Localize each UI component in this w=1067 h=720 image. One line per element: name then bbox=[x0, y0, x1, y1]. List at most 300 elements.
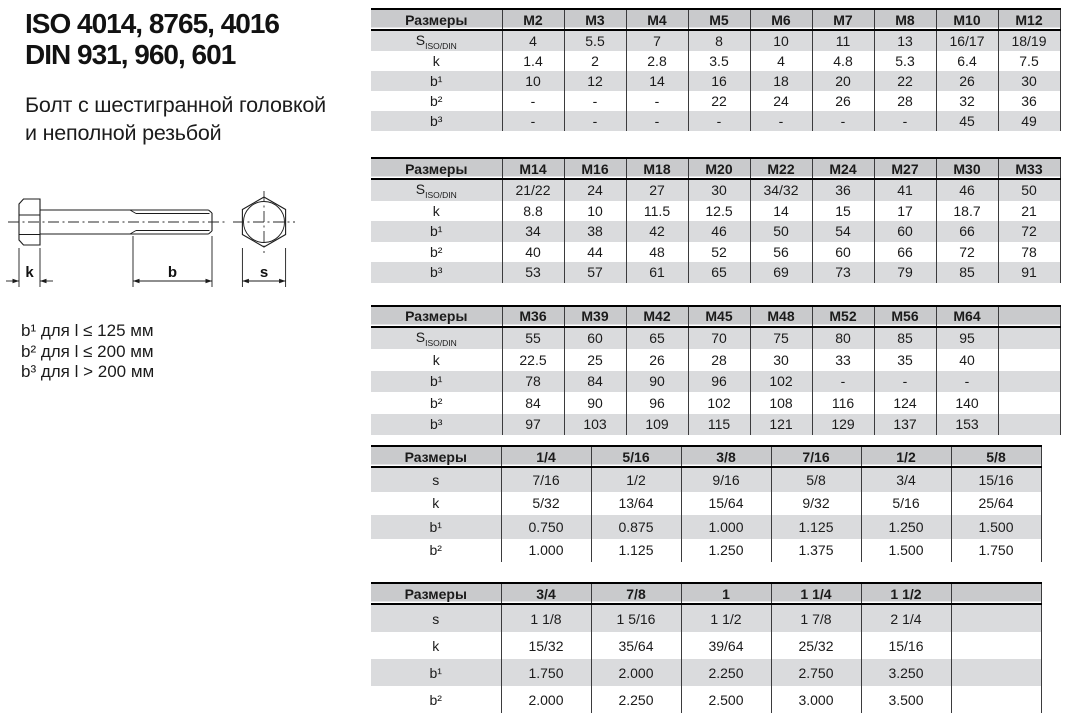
table-row bbox=[371, 686, 1041, 713]
value-cell: 1.375 bbox=[771, 539, 861, 563]
dimension-grid bbox=[371, 157, 1061, 283]
value-cell: 5/16 bbox=[861, 492, 951, 516]
value-cell: 75 bbox=[750, 327, 812, 350]
column-header: M3 bbox=[564, 9, 626, 30]
value-cell: 52 bbox=[688, 242, 750, 263]
empty-cell bbox=[998, 392, 1060, 414]
column-header: M52 bbox=[812, 306, 874, 327]
value-cell: 7/16 bbox=[501, 467, 591, 492]
row-label: k bbox=[432, 53, 440, 69]
table-row bbox=[371, 604, 1041, 632]
column-header: M14 bbox=[502, 158, 564, 179]
column-header: M5 bbox=[688, 9, 750, 30]
value-cell: - bbox=[564, 111, 626, 131]
value-cell: 9/16 bbox=[681, 467, 771, 492]
table-row bbox=[371, 179, 1060, 201]
value-cell: 140 bbox=[936, 392, 998, 414]
value-cell: 25/64 bbox=[951, 492, 1041, 516]
value-cell: 2.000 bbox=[591, 659, 681, 686]
value-cell: 13/64 bbox=[591, 492, 681, 516]
table-row bbox=[371, 539, 1041, 563]
column-header: M39 bbox=[564, 306, 626, 327]
table-metric-m14-m33 bbox=[371, 157, 1061, 283]
table-row bbox=[371, 221, 1060, 242]
value-cell: 1.125 bbox=[591, 539, 681, 563]
table-row bbox=[371, 262, 1060, 283]
value-cell: 57 bbox=[564, 262, 626, 283]
table-row bbox=[371, 349, 1060, 371]
table-row bbox=[371, 659, 1041, 686]
value-cell: 109 bbox=[626, 414, 688, 436]
title-iso-line: ISO 4014, 8765, 4016 bbox=[25, 8, 279, 39]
value-cell: 1 5/16 bbox=[591, 604, 681, 632]
empty-cell bbox=[998, 349, 1060, 371]
value-cell: 96 bbox=[626, 392, 688, 414]
bolt-hex-end-view bbox=[233, 191, 295, 253]
column-header: M2 bbox=[502, 9, 564, 30]
value-cell: 15/32 bbox=[501, 632, 591, 659]
row-label: b³ bbox=[430, 113, 443, 129]
value-cell: 1.250 bbox=[681, 539, 771, 563]
value-cell: 24 bbox=[564, 179, 626, 201]
dim-label-b: b bbox=[167, 264, 178, 281]
value-cell: 28 bbox=[874, 91, 936, 111]
title-din-line: DIN 931, 960, 601 bbox=[25, 39, 236, 70]
row-label: k bbox=[432, 202, 440, 219]
value-cell: 1.500 bbox=[951, 515, 1041, 539]
column-header: 5/16 bbox=[591, 446, 681, 467]
value-cell: 30 bbox=[998, 71, 1060, 91]
value-cell: 1.750 bbox=[951, 539, 1041, 563]
table-row bbox=[371, 201, 1060, 222]
column-header: M22 bbox=[750, 158, 812, 179]
value-cell: 4 bbox=[750, 51, 812, 71]
row-label: b² bbox=[430, 93, 443, 109]
value-cell: 1/2 bbox=[591, 467, 681, 492]
value-cell: 39/64 bbox=[681, 632, 771, 659]
value-cell: 21/22 bbox=[502, 179, 564, 201]
dimension-grid bbox=[371, 8, 1061, 131]
table-row bbox=[371, 414, 1060, 436]
value-cell: 48 bbox=[626, 242, 688, 263]
empty-cell bbox=[951, 659, 1041, 686]
table-row bbox=[371, 371, 1060, 393]
column-header: M27 bbox=[874, 158, 936, 179]
column-header: M12 bbox=[998, 9, 1060, 30]
column-header: 3/8 bbox=[681, 446, 771, 467]
value-cell: 34/32 bbox=[750, 179, 812, 201]
value-cell: - bbox=[874, 371, 936, 393]
value-cell: 80 bbox=[812, 327, 874, 350]
value-cell: 18/19 bbox=[998, 30, 1060, 51]
table-inch-34-to-1half bbox=[371, 582, 1061, 713]
value-cell: 20 bbox=[812, 71, 874, 91]
table-row bbox=[371, 51, 1060, 71]
table-row bbox=[371, 515, 1041, 539]
value-cell: 9/32 bbox=[771, 492, 861, 516]
value-cell: 115 bbox=[688, 414, 750, 436]
header-row bbox=[371, 9, 1060, 30]
value-cell: 79 bbox=[874, 262, 936, 283]
value-cell: 21 bbox=[998, 201, 1060, 222]
empty-cell bbox=[998, 371, 1060, 393]
value-cell: 69 bbox=[750, 262, 812, 283]
bolt-technical-drawing bbox=[2, 186, 334, 304]
value-cell: - bbox=[750, 111, 812, 131]
value-cell: 53 bbox=[502, 262, 564, 283]
value-cell: 2.250 bbox=[591, 686, 681, 713]
column-header: M16 bbox=[564, 158, 626, 179]
value-cell: 22 bbox=[688, 91, 750, 111]
value-cell: - bbox=[812, 111, 874, 131]
empty-cell bbox=[998, 414, 1060, 436]
value-cell: 66 bbox=[874, 242, 936, 263]
value-cell: 12.5 bbox=[688, 201, 750, 222]
empty-column-header bbox=[998, 306, 1060, 327]
dim-label-s: s bbox=[259, 264, 269, 281]
value-cell: 55 bbox=[502, 327, 564, 350]
column-header: 5/8 bbox=[951, 446, 1041, 467]
value-cell: 36 bbox=[998, 91, 1060, 111]
table-row bbox=[371, 30, 1060, 51]
value-cell: 103 bbox=[564, 414, 626, 436]
sizes-header-cell: Размеры bbox=[371, 446, 501, 467]
table-row bbox=[371, 632, 1041, 659]
column-header: M48 bbox=[750, 306, 812, 327]
value-cell: 15 bbox=[812, 201, 874, 222]
value-cell: 1.000 bbox=[501, 539, 591, 563]
value-cell: 26 bbox=[812, 91, 874, 111]
value-cell: 25 bbox=[564, 349, 626, 371]
column-header: M64 bbox=[936, 306, 998, 327]
dimension-annotations bbox=[6, 236, 286, 287]
value-cell: 14 bbox=[750, 201, 812, 222]
value-cell: 121 bbox=[750, 414, 812, 436]
value-cell: 45 bbox=[936, 111, 998, 131]
value-cell: 3.5 bbox=[688, 51, 750, 71]
value-cell: 15/64 bbox=[681, 492, 771, 516]
value-cell: 60 bbox=[564, 327, 626, 350]
row-label: b² bbox=[429, 691, 442, 708]
value-cell: 0.875 bbox=[591, 515, 681, 539]
value-cell: 54 bbox=[812, 221, 874, 242]
note-b1: b¹ для l ≤ 125 мм bbox=[21, 321, 154, 340]
column-header: M6 bbox=[750, 9, 812, 30]
value-cell: 70 bbox=[688, 327, 750, 350]
value-cell: 95 bbox=[936, 327, 998, 350]
value-cell: 4 bbox=[502, 30, 564, 51]
value-cell: 13 bbox=[874, 30, 936, 51]
row-label: b¹ bbox=[429, 518, 442, 535]
value-cell: 46 bbox=[688, 221, 750, 242]
value-cell: 46 bbox=[936, 179, 998, 201]
column-header: M33 bbox=[998, 158, 1060, 179]
value-cell: - bbox=[626, 111, 688, 131]
row-label: s bbox=[432, 471, 440, 488]
value-cell: 1.125 bbox=[771, 515, 861, 539]
page-subtitle bbox=[25, 92, 326, 147]
value-cell: 15/16 bbox=[861, 632, 951, 659]
value-cell: 85 bbox=[874, 327, 936, 350]
value-cell: 61 bbox=[626, 262, 688, 283]
value-cell: 44 bbox=[564, 242, 626, 263]
value-cell: 8 bbox=[688, 30, 750, 51]
value-cell: 11.5 bbox=[626, 201, 688, 222]
value-cell: 50 bbox=[750, 221, 812, 242]
value-cell: 36 bbox=[812, 179, 874, 201]
value-cell: 16 bbox=[688, 71, 750, 91]
value-cell: 17 bbox=[874, 201, 936, 222]
value-cell: 33 bbox=[812, 349, 874, 371]
row-label: k bbox=[432, 351, 440, 368]
value-cell: 84 bbox=[502, 392, 564, 414]
table-row bbox=[371, 492, 1041, 516]
value-cell: 65 bbox=[688, 262, 750, 283]
value-cell: 102 bbox=[750, 371, 812, 393]
column-header: 1 bbox=[681, 583, 771, 604]
row-label: k bbox=[432, 637, 440, 654]
sizes-header-cell: Размеры bbox=[371, 158, 502, 179]
value-cell: 2.250 bbox=[681, 659, 771, 686]
sizes-header-cell: Размеры bbox=[371, 583, 501, 604]
value-cell: 5.5 bbox=[564, 30, 626, 51]
table-metric-m36-m64 bbox=[371, 305, 1061, 436]
value-cell: 10 bbox=[564, 201, 626, 222]
column-header: M20 bbox=[688, 158, 750, 179]
dimension-tables bbox=[371, 0, 1061, 713]
value-cell: 97 bbox=[502, 414, 564, 436]
value-cell: 35 bbox=[874, 349, 936, 371]
value-cell: 22.5 bbox=[502, 349, 564, 371]
value-cell: 22 bbox=[874, 71, 936, 91]
value-cell: 1.000 bbox=[681, 515, 771, 539]
value-cell: 41 bbox=[874, 179, 936, 201]
value-cell: 102 bbox=[688, 392, 750, 414]
value-cell: 18.7 bbox=[936, 201, 998, 222]
value-cell: 30 bbox=[750, 349, 812, 371]
dimension-grid bbox=[371, 445, 1042, 562]
value-cell: 40 bbox=[936, 349, 998, 371]
value-cell: 26 bbox=[936, 71, 998, 91]
value-cell: 2 1/4 bbox=[861, 604, 951, 632]
value-cell: - bbox=[626, 91, 688, 111]
table-row bbox=[371, 111, 1060, 131]
value-cell: 1.500 bbox=[861, 539, 951, 563]
thread-length-notes bbox=[21, 321, 154, 383]
table-row bbox=[371, 327, 1060, 350]
dimension-grid bbox=[371, 582, 1042, 713]
value-cell: 1.4 bbox=[502, 51, 564, 71]
sizes-header-cell: Размеры bbox=[371, 9, 502, 30]
value-cell: 2.750 bbox=[771, 659, 861, 686]
row-label: b¹ bbox=[430, 73, 443, 89]
column-header: M18 bbox=[626, 158, 688, 179]
value-cell: 14 bbox=[626, 71, 688, 91]
table-row bbox=[371, 71, 1060, 91]
value-cell: 49 bbox=[998, 111, 1060, 131]
column-header: M36 bbox=[502, 306, 564, 327]
value-cell: 1 1/2 bbox=[681, 604, 771, 632]
value-cell: 1.750 bbox=[501, 659, 591, 686]
value-cell: 25/32 bbox=[771, 632, 861, 659]
subtitle-line-1: Болт с шестигранной головкой bbox=[25, 93, 326, 117]
column-header: M42 bbox=[626, 306, 688, 327]
table-row bbox=[371, 242, 1060, 263]
value-cell: 1 7/8 bbox=[771, 604, 861, 632]
note-b3: b³ для l > 200 мм bbox=[21, 362, 155, 381]
value-cell: 8.8 bbox=[502, 201, 564, 222]
dimension-grid bbox=[371, 305, 1061, 436]
value-cell: 0.750 bbox=[501, 515, 591, 539]
value-cell: 12 bbox=[564, 71, 626, 91]
column-header: M24 bbox=[812, 158, 874, 179]
table-inch-quarter-to-58 bbox=[371, 445, 1061, 562]
value-cell: - bbox=[874, 111, 936, 131]
value-cell: 153 bbox=[936, 414, 998, 436]
value-cell: 84 bbox=[564, 371, 626, 393]
value-cell: 3.500 bbox=[861, 686, 951, 713]
value-cell: 7.5 bbox=[998, 51, 1060, 71]
empty-cell bbox=[998, 327, 1060, 350]
value-cell: 5.3 bbox=[874, 51, 936, 71]
empty-cell bbox=[951, 686, 1041, 713]
row-label: b³ bbox=[430, 416, 443, 433]
column-header: M4 bbox=[626, 9, 688, 30]
value-cell: 40 bbox=[502, 242, 564, 263]
value-cell: 56 bbox=[750, 242, 812, 263]
value-cell: 78 bbox=[502, 371, 564, 393]
row-label: b¹ bbox=[430, 373, 443, 390]
value-cell: 3.000 bbox=[771, 686, 861, 713]
row-label: $S_{ISO/DIN}$ bbox=[415, 31, 457, 51]
column-header: 1/2 bbox=[861, 446, 951, 467]
column-header: 7/16 bbox=[771, 446, 861, 467]
dim-label-k: k bbox=[25, 264, 34, 281]
value-cell: 34 bbox=[502, 221, 564, 242]
value-cell: 137 bbox=[874, 414, 936, 436]
value-cell: 4.8 bbox=[812, 51, 874, 71]
value-cell: 90 bbox=[626, 371, 688, 393]
column-header: 1 1/4 bbox=[771, 583, 861, 604]
column-header: M10 bbox=[936, 9, 998, 30]
value-cell: 11 bbox=[812, 30, 874, 51]
row-label: b³ bbox=[430, 264, 443, 281]
value-cell: 5/8 bbox=[771, 467, 861, 492]
value-cell: 35/64 bbox=[591, 632, 681, 659]
value-cell: 18 bbox=[750, 71, 812, 91]
column-header: 3/4 bbox=[501, 583, 591, 604]
value-cell: 2.8 bbox=[626, 51, 688, 71]
row-label: b² bbox=[429, 542, 442, 559]
row-label: s bbox=[432, 610, 440, 627]
value-cell: 66 bbox=[936, 221, 998, 242]
empty-cell bbox=[951, 604, 1041, 632]
column-header: M8 bbox=[874, 9, 936, 30]
value-cell: 24 bbox=[750, 91, 812, 111]
value-cell: 10 bbox=[502, 71, 564, 91]
value-cell: 27 bbox=[626, 179, 688, 201]
value-cell: 50 bbox=[998, 179, 1060, 201]
row-label: k bbox=[432, 495, 440, 512]
note-b2: b² для l ≤ 200 мм bbox=[21, 341, 154, 361]
value-cell: 15/16 bbox=[951, 467, 1041, 492]
value-cell: - bbox=[812, 371, 874, 393]
value-cell: - bbox=[564, 91, 626, 111]
value-cell: 3/4 bbox=[861, 467, 951, 492]
column-header: M56 bbox=[874, 306, 936, 327]
column-header: 7/8 bbox=[591, 583, 681, 604]
value-cell: 65 bbox=[626, 327, 688, 350]
value-cell: 60 bbox=[812, 242, 874, 263]
empty-cell bbox=[951, 632, 1041, 659]
page-title bbox=[25, 8, 279, 70]
empty-column-header bbox=[951, 583, 1041, 604]
value-cell: 124 bbox=[874, 392, 936, 414]
value-cell: - bbox=[502, 111, 564, 131]
value-cell: 28 bbox=[688, 349, 750, 371]
table-row bbox=[371, 392, 1060, 414]
value-cell: 26 bbox=[626, 349, 688, 371]
value-cell: 7 bbox=[626, 30, 688, 51]
column-header: M7 bbox=[812, 9, 874, 30]
table-row bbox=[371, 467, 1041, 492]
value-cell: 32 bbox=[936, 91, 998, 111]
row-label: $S_{ISO/DIN}$ bbox=[415, 328, 457, 348]
value-cell: 73 bbox=[812, 262, 874, 283]
value-cell: 2.500 bbox=[681, 686, 771, 713]
value-cell: 72 bbox=[998, 221, 1060, 242]
table-row bbox=[371, 91, 1060, 111]
row-label: b² bbox=[430, 394, 443, 411]
table-metric-m2-m12 bbox=[371, 8, 1061, 131]
subtitle-line-2: и неполной резьбой bbox=[25, 120, 222, 145]
value-cell: - bbox=[502, 91, 564, 111]
header-row bbox=[371, 446, 1041, 467]
value-cell: 60 bbox=[874, 221, 936, 242]
row-label: b² bbox=[430, 243, 443, 260]
column-header: M30 bbox=[936, 158, 998, 179]
value-cell: 1.250 bbox=[861, 515, 951, 539]
row-label: b¹ bbox=[429, 664, 442, 681]
value-cell: 2 bbox=[564, 51, 626, 71]
value-cell: 3.250 bbox=[861, 659, 951, 686]
row-label: b¹ bbox=[430, 223, 443, 240]
value-cell: 108 bbox=[750, 392, 812, 414]
column-header: M45 bbox=[688, 306, 750, 327]
value-cell: 85 bbox=[936, 262, 998, 283]
sizes-header-cell: Размеры bbox=[371, 306, 502, 327]
value-cell: 42 bbox=[626, 221, 688, 242]
value-cell: 6.4 bbox=[936, 51, 998, 71]
row-label: $S_{ISO/DIN}$ bbox=[415, 180, 457, 200]
column-header: 1 1/2 bbox=[861, 583, 951, 604]
value-cell: 10 bbox=[750, 30, 812, 51]
value-cell: 1 1/8 bbox=[501, 604, 591, 632]
value-cell: 16/17 bbox=[936, 30, 998, 51]
value-cell: 91 bbox=[998, 262, 1060, 283]
value-cell: 5/32 bbox=[501, 492, 591, 516]
bolt-side-view bbox=[8, 199, 226, 245]
value-cell: 2.000 bbox=[501, 686, 591, 713]
header-row bbox=[371, 158, 1060, 179]
value-cell: - bbox=[936, 371, 998, 393]
value-cell: 30 bbox=[688, 179, 750, 201]
value-cell: - bbox=[688, 111, 750, 131]
value-cell: 78 bbox=[998, 242, 1060, 263]
value-cell: 96 bbox=[688, 371, 750, 393]
header-row bbox=[371, 583, 1041, 604]
value-cell: 38 bbox=[564, 221, 626, 242]
